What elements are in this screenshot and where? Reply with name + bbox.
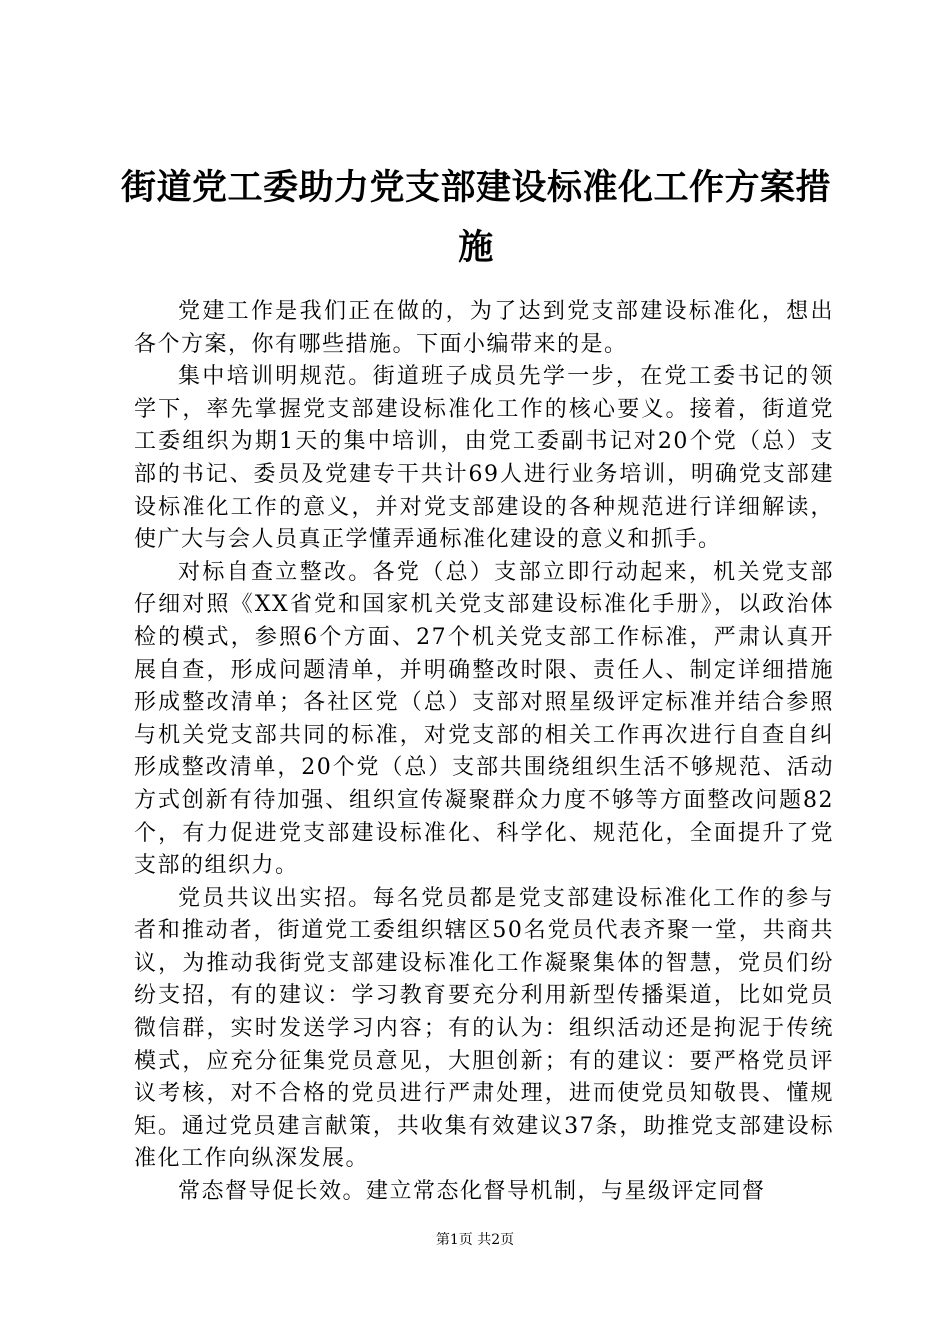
paragraph-training: 集中培训明规范。街道班子成员先学一步，在党工委书记的领学下，率先掌握党支部建设标准化工作的核心要义。接着，街道党工委组织为期1天的集中培训，由党工委副书记对20个党（总）支部的书记、委员及党建专干共计69人进行业务培训，明确党支部建设标准化工作的意义，并对党支部建设的各种规范进行详细解读，使广大与会人员真正学懂弄通标准化建设的意义和抓手。 bbox=[134, 364, 834, 553]
paragraph-self-check: 对标自查立整改。各党（总）支部立即行动起来，机关党支部仔细对照《XX省党和国家机关党支部建设标准化手册》，以政治体检的模式，参照6个方面、27个机关党支部工作标准，严肃认真开展自查，形成问题清单，并明确整改时限、责任人、制定详细措施形成整改清单；各社区党（总）支部对照星级评定标准并结合参照与机关党支部共同的标准，对党支部的相关工作再次进行自查自纠形成整改清单，20个党（总）支部共围绕组织生活不够规范、活动方式创新有待加强、组织宣传凝聚群众力度不够等方面整改问题82个，有力促进党支部建设标准化、科学化、规范化，全面提升了党支部的组织力。 bbox=[134, 559, 834, 879]
paragraph-member-discussion: 党员共议出实招。每名党员都是党支部建设标准化工作的参与者和推动者，街道党工委组织辖区50名党员代表齐聚一堂，共商共议，为推动我街党支部建设标准化工作凝聚集体的智慧，党员们纷纷支招，有的建议：学习教育要充分利用新型传播渠道，比如党员微信群，实时发送学习内容；有的认为：组织活动还是拘泥于传统模式，应充分征集党员意见，大胆创新；有的建议：要严格党员评议考核，对不合格的党员进行严肃处理，进而使党员知敬畏、懂规矩。通过党员建言献策，共收集有效建议37条，助推党支部建设标准化工作向纵深发展。 bbox=[134, 885, 834, 1172]
page-footer: 第1页 共2页 bbox=[435, 1232, 515, 1248]
document-body bbox=[134, 296, 834, 1209]
paragraph-supervision: 常态督导促长效。建立常态化督导机制，与星级评定同督 bbox=[178, 1179, 766, 1205]
paragraph-intro: 党建工作是我们正在做的，为了达到党支部建设标准化，想出各个方案，你有哪些措施。下面小编带来的是。 bbox=[134, 299, 834, 357]
document-title: 街道党工委助力党支部建设标准化工作方案措施 bbox=[120, 168, 831, 268]
